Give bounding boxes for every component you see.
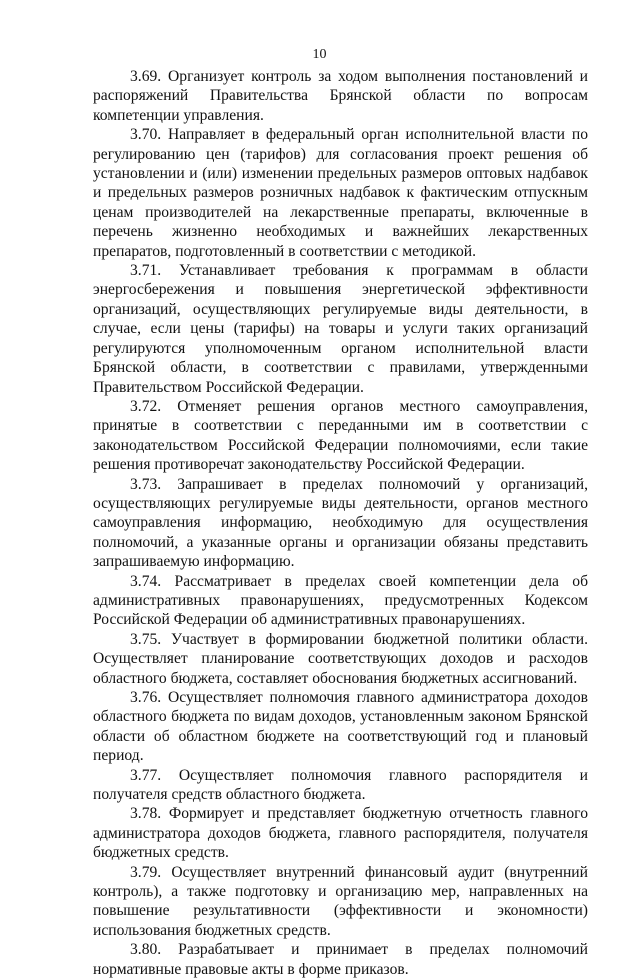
- paragraph-3-77: 3.77. Осуществляет полномочия главного распорядителя и получателя средств областного бюджета.: [93, 766, 588, 804]
- paragraph-3-78: 3.78. Формирует и представляет бюджетную отчетность главного администратора доходов бюджета, главного распорядителя, получателя бюджетных средств.: [93, 805, 588, 862]
- paragraph-3-79: 3.79. Осуществляет внутренний финансовый аудит (внутренний контроль), а также подготовку и организацию мер, направленных на повышение результативности (эффективности и экономности) использования бюджетных средств.: [93, 863, 588, 939]
- paragraph-3-80: 3.80. Разрабатывает и принимает в пределах полномочий нормативные правовые акты в форме приказов.: [93, 941, 588, 978]
- paragraph-3-76: 3.76. Осуществляет полномочия главного администратора доходов областного бюджета по видам доходов, установленным законом Брянской области об областном бюджете на соответствующий год и плановый период.: [93, 689, 588, 765]
- paragraph-3-71: 3.71. Устанавливает требования к программам в области энергосбережения и повышения энергетической эффективности организаций, осуществляющих регулируемые виды деятельности, в случае, если цены (тарифы) на товары и услуги таких организаций регулируются уполномоченным органом исполнительной власти Брянской области, в соответствии с правилами, утвержденными Правительством Российской Федерации.: [93, 262, 588, 396]
- paragraph-3-74: 3.74. Рассматривает в пределах своей компетенции дела об административных правонарушениях, предусмотренных Кодексом Российской Федерации об административных правонарушениях.: [93, 572, 588, 629]
- paragraph-3-72: 3.72. Отменяет решения органов местного самоуправления, принятые в соответствии с переданными им в соответствии с законодательством Российской Федерации полномочиями, если такие решения противоречат законодательству Российской Федерации.: [93, 397, 588, 474]
- paragraph-3-75: 3.75. Участвует в формировании бюджетной политики области. Осуществляет планирование соответствующих доходов и расходов областного бюджета, составляет обоснования бюджетных ассигнований.: [93, 630, 588, 687]
- paragraph-3-69: 3.69. Организует контроль за ходом выполнения постановлений и распоряжений Правительства Брянской области по вопросам компетенции управления.: [93, 68, 588, 124]
- paragraph-3-70: 3.70. Направляет в федеральный орган исполнительной власти по регулированию цен (тарифов) для согласования проект решения об установлении и (или) изменении предельных размеров оптовых надбавок и предельных размеров розничных надбавок к фактическим отпускным ценам производителей на лекарственные препараты, включенные в перечень жизненно необходимых и важнейших лекарственных препаратов, подготовленный в соответствии с методикой.: [93, 126, 588, 260]
- page-number: 10: [312, 47, 327, 62]
- document-body: [93, 67, 588, 979]
- paragraph-3-73: 3.73. Запрашивает в пределах полномочий у организаций, осуществляющих регулируемые виды деятельности, органов местного самоуправления информацию, необходимую для осуществления полномочий, а указанные органы и организации обязаны представить запрашиваемую информацию.: [93, 475, 588, 571]
